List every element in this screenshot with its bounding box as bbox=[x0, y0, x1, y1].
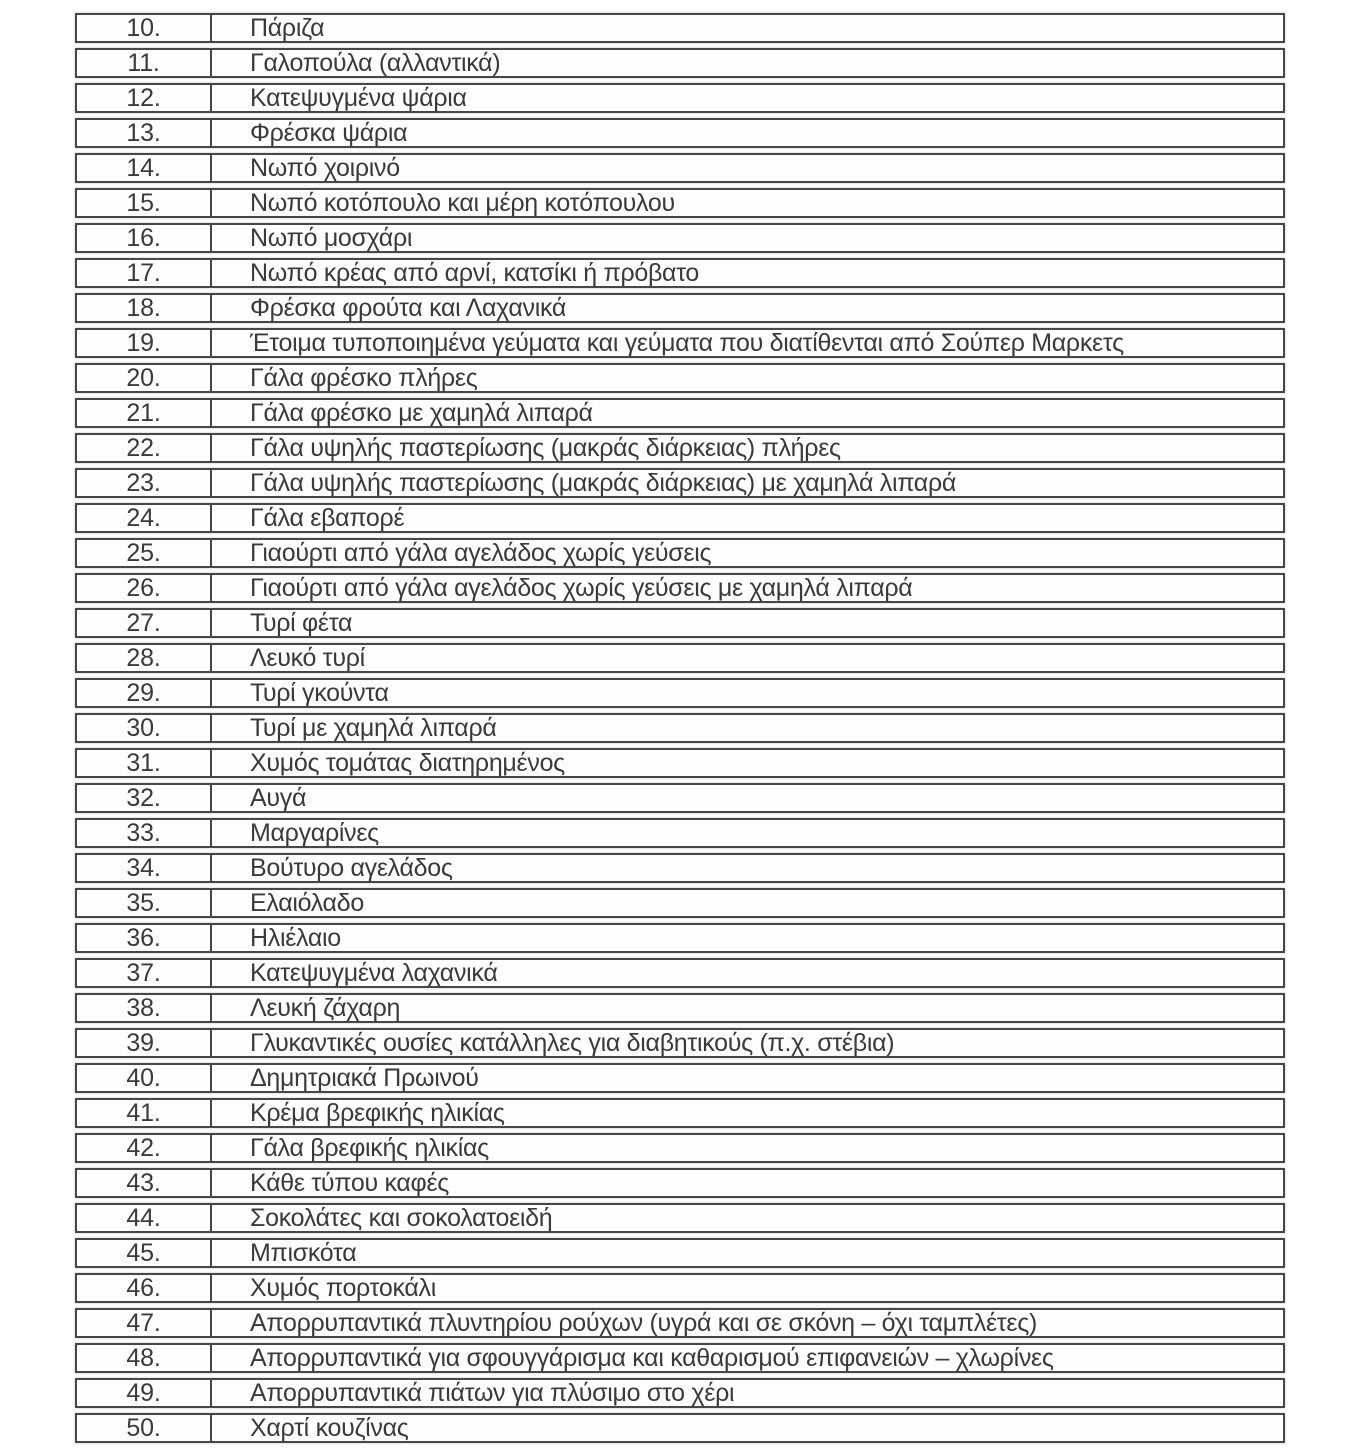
row-item-cell: Χυμός πορτοκάλι bbox=[250, 1273, 436, 1302]
table-row bbox=[75, 818, 1285, 848]
row-item-cell: Γιαούρτι από γάλα αγελάδος χωρίς γεύσεις με χαμηλά λιπαρά bbox=[250, 573, 913, 602]
row-number-cell: 15. bbox=[77, 190, 212, 216]
row-item-cell: Χυμός τομάτας διατηρημένος bbox=[250, 748, 565, 777]
row-item-cell: Έτοιμα τυποποιημένα γεύματα και γεύματα που διατίθενται από Σούπερ Μαρκετς bbox=[250, 328, 1124, 357]
row-item-cell: Σοκολάτες και σοκολατοειδή bbox=[250, 1203, 553, 1232]
row-item-cell: Ελαιόλαδο bbox=[250, 888, 364, 917]
row-number-cell: 24. bbox=[77, 505, 212, 531]
table-row bbox=[75, 608, 1285, 638]
row-number-cell: 11. bbox=[77, 50, 212, 76]
table-row bbox=[75, 1028, 1285, 1058]
row-number-cell: 48. bbox=[77, 1345, 212, 1371]
row-number-cell: 25. bbox=[77, 540, 212, 566]
row-item-cell: Γιαούρτι από γάλα αγελάδος χωρίς γεύσεις bbox=[250, 538, 712, 567]
row-item-cell: Αυγά bbox=[250, 783, 307, 812]
row-item-cell: Μαργαρίνες bbox=[250, 818, 379, 847]
table-row bbox=[75, 1098, 1285, 1128]
row-number-cell: 12. bbox=[77, 85, 212, 111]
row-number-cell: 44. bbox=[77, 1205, 212, 1231]
table-row bbox=[75, 293, 1285, 323]
row-number-cell: 36. bbox=[77, 925, 212, 951]
table-row bbox=[75, 398, 1285, 428]
row-item-cell: Απορρυπαντικά για σφουγγάρισμα και καθαρισμού επιφανειών – χλωρίνες bbox=[250, 1343, 1054, 1372]
row-item-cell: Βούτυρο αγελάδος bbox=[250, 853, 453, 882]
row-item-cell: Τυρί φέτα bbox=[250, 608, 353, 637]
row-item-cell: Γαλοπούλα (αλλαντικά) bbox=[250, 48, 501, 77]
row-item-cell: Κρέμα βρεφικής ηλικίας bbox=[250, 1098, 505, 1127]
table-row bbox=[75, 1133, 1285, 1163]
row-number-cell: 39. bbox=[77, 1030, 212, 1056]
row-number-cell: 33. bbox=[77, 820, 212, 846]
table-row bbox=[75, 888, 1285, 918]
row-item-cell: Γάλα βρεφικής ηλικίας bbox=[250, 1133, 489, 1162]
row-number-cell: 27. bbox=[77, 610, 212, 636]
row-item-cell: Χαρτί κουζίνας bbox=[250, 1413, 409, 1442]
table-row bbox=[75, 958, 1285, 988]
row-item-cell: Νωπό κρέας από αρνί, κατσίκι ή πρόβατο bbox=[250, 258, 700, 287]
table-row bbox=[75, 538, 1285, 568]
row-item-cell: Μπισκότα bbox=[250, 1238, 357, 1267]
row-number-cell: 47. bbox=[77, 1310, 212, 1336]
row-item-cell: Κάθε τύπου καφές bbox=[250, 1168, 450, 1197]
row-item-cell: Γάλα υψηλής παστερίωσης (μακράς διάρκειας) με χαμηλά λιπαρά bbox=[250, 468, 957, 497]
row-item-cell: Νωπό κοτόπουλο και μέρη κοτόπουλου bbox=[250, 188, 675, 217]
row-number-cell: 30. bbox=[77, 715, 212, 741]
table-row bbox=[75, 188, 1285, 218]
row-number-cell: 28. bbox=[77, 645, 212, 671]
table-row bbox=[75, 468, 1285, 498]
row-item-cell: Γάλα φρέσκο πλήρες bbox=[250, 363, 478, 392]
table-row bbox=[75, 328, 1285, 358]
table-row bbox=[75, 433, 1285, 463]
table-row bbox=[75, 153, 1285, 183]
row-number-cell: 17. bbox=[77, 260, 212, 286]
row-number-cell: 16. bbox=[77, 225, 212, 251]
row-number-cell: 49. bbox=[77, 1380, 212, 1406]
row-number-cell: 21. bbox=[77, 400, 212, 426]
row-number-cell: 22. bbox=[77, 435, 212, 461]
row-number-cell: 23. bbox=[77, 470, 212, 496]
row-item-cell: Λευκή ζάχαρη bbox=[250, 993, 401, 1022]
row-item-cell: Νωπό χοιρινό bbox=[250, 153, 400, 182]
table-row bbox=[75, 573, 1285, 603]
row-number-cell: 26. bbox=[77, 575, 212, 601]
row-number-cell: 13. bbox=[77, 120, 212, 146]
product-list-table bbox=[75, 13, 1285, 1448]
table-row bbox=[75, 1343, 1285, 1373]
table-row bbox=[75, 748, 1285, 778]
row-item-cell: Απορρυπαντικά πλυντηρίου ρούχων (υγρά και σε σκόνη – όχι ταμπλέτες) bbox=[250, 1308, 1038, 1337]
table-row bbox=[75, 643, 1285, 673]
row-item-cell: Πάριζα bbox=[250, 13, 325, 42]
row-number-cell: 41. bbox=[77, 1100, 212, 1126]
row-number-cell: 29. bbox=[77, 680, 212, 706]
row-number-cell: 35. bbox=[77, 890, 212, 916]
row-item-cell: Λευκό τυρί bbox=[250, 643, 365, 672]
row-number-cell: 14. bbox=[77, 155, 212, 181]
table-row bbox=[75, 223, 1285, 253]
row-number-cell: 10. bbox=[77, 15, 212, 41]
table-row bbox=[75, 258, 1285, 288]
table-row bbox=[75, 503, 1285, 533]
row-item-cell: Γάλα υψηλής παστερίωσης (μακράς διάρκειας) πλήρες bbox=[250, 433, 841, 462]
row-item-cell: Τυρί γκούντα bbox=[250, 678, 389, 707]
row-item-cell: Φρέσκα φρούτα και Λαχανικά bbox=[250, 293, 566, 322]
table-row bbox=[75, 713, 1285, 743]
row-number-cell: 19. bbox=[77, 330, 212, 356]
table-row bbox=[75, 13, 1285, 43]
row-number-cell: 40. bbox=[77, 1065, 212, 1091]
row-item-cell: Γάλα εβαπορέ bbox=[250, 503, 405, 532]
table-row bbox=[75, 363, 1285, 393]
row-item-cell: Κατεψυγμένα ψάρια bbox=[250, 83, 467, 112]
table-row bbox=[75, 923, 1285, 953]
table-row bbox=[75, 118, 1285, 148]
row-number-cell: 31. bbox=[77, 750, 212, 776]
row-number-cell: 34. bbox=[77, 855, 212, 881]
table-row bbox=[75, 1063, 1285, 1093]
table-row bbox=[75, 853, 1285, 883]
row-number-cell: 45. bbox=[77, 1240, 212, 1266]
table-row bbox=[75, 1378, 1285, 1408]
table-row bbox=[75, 1168, 1285, 1198]
row-item-cell: Απορρυπαντικά πιάτων για πλύσιμο στο χέρι bbox=[250, 1378, 735, 1407]
row-number-cell: 43. bbox=[77, 1170, 212, 1196]
table-row bbox=[75, 783, 1285, 813]
table-row bbox=[75, 678, 1285, 708]
row-number-cell: 38. bbox=[77, 995, 212, 1021]
row-number-cell: 20. bbox=[77, 365, 212, 391]
row-item-cell: Φρέσκα ψάρια bbox=[250, 118, 408, 147]
row-number-cell: 46. bbox=[77, 1275, 212, 1301]
table-row bbox=[75, 1308, 1285, 1338]
row-item-cell: Γάλα φρέσκο με χαμηλά λιπαρά bbox=[250, 398, 593, 427]
table-row bbox=[75, 83, 1285, 113]
table-row bbox=[75, 1238, 1285, 1268]
row-number-cell: 42. bbox=[77, 1135, 212, 1161]
row-number-cell: 18. bbox=[77, 295, 212, 321]
row-item-cell: Κατεψυγμένα λαχανικά bbox=[250, 958, 498, 987]
table-row bbox=[75, 993, 1285, 1023]
row-item-cell: Γλυκαντικές ουσίες κατάλληλες για διαβητικούς (π.χ. στέβια) bbox=[250, 1028, 895, 1057]
row-item-cell: Τυρί με χαμηλά λιπαρά bbox=[250, 713, 497, 742]
table-row bbox=[75, 1413, 1285, 1443]
table-row bbox=[75, 1203, 1285, 1233]
row-number-cell: 37. bbox=[77, 960, 212, 986]
table-row bbox=[75, 1273, 1285, 1303]
row-number-cell: 32. bbox=[77, 785, 212, 811]
row-number-cell: 50. bbox=[77, 1415, 212, 1441]
table-row bbox=[75, 48, 1285, 78]
row-item-cell: Ηλιέλαιο bbox=[250, 923, 341, 952]
row-item-cell: Νωπό μοσχάρι bbox=[250, 223, 413, 252]
row-item-cell: Δημητριακά Πρωινού bbox=[250, 1063, 479, 1092]
